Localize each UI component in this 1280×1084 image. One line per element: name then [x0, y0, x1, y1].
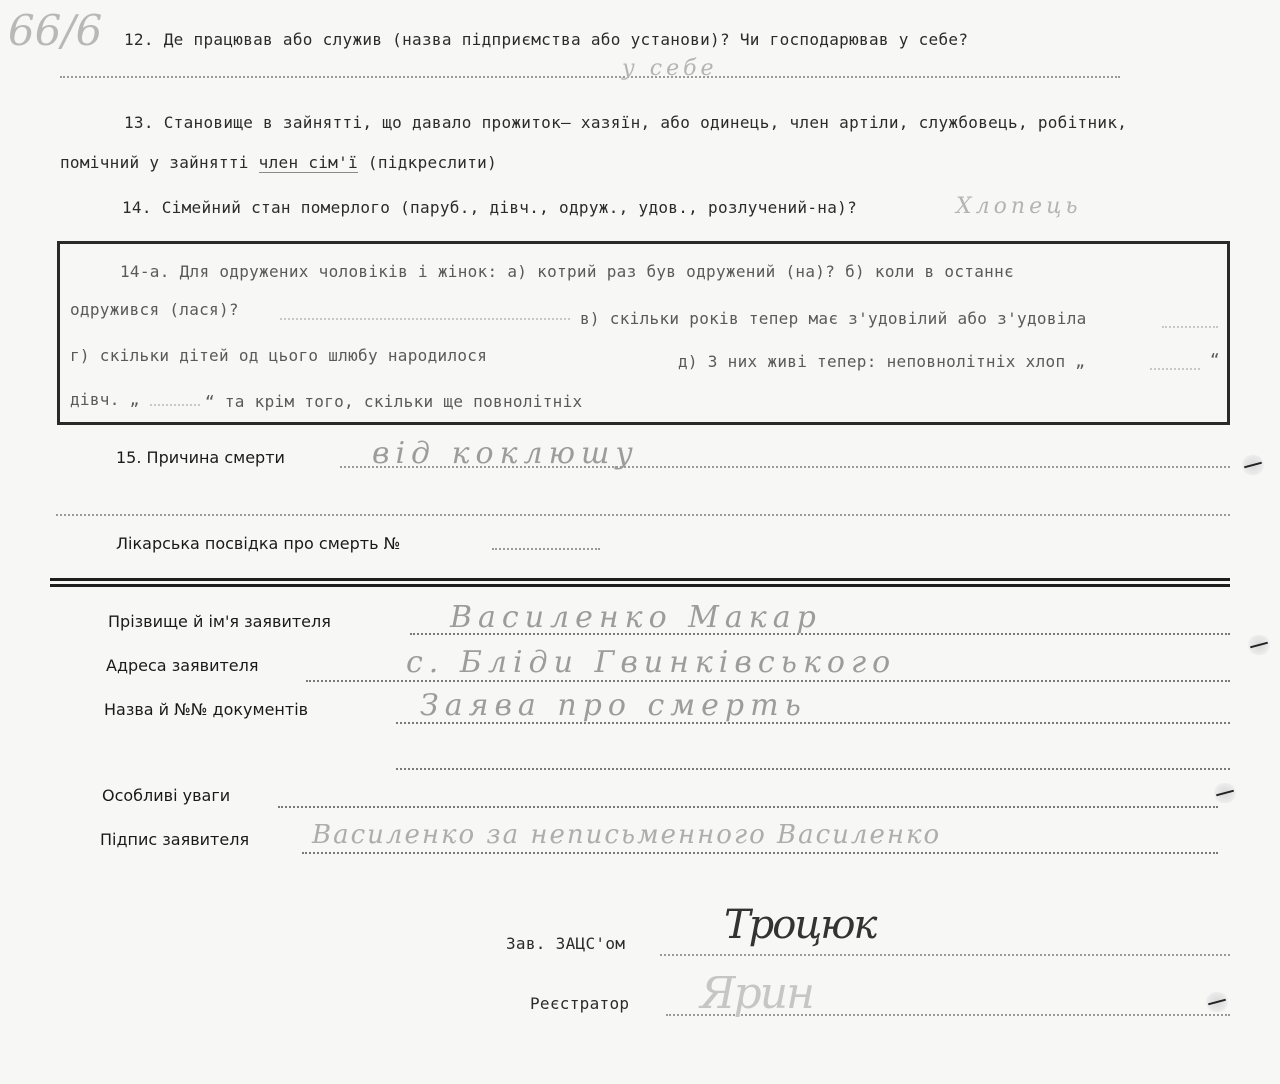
q12-label: 12. Де працював або служив (назва підприємства або установи)? Чи господарював у себе? — [124, 30, 969, 49]
q14a-line3b: д) З них живі тепер: неповнолітніх хлоп „ — [678, 352, 1086, 371]
q14a-line3a: г) скільки дітей од цього шлюбу народилося — [70, 346, 488, 365]
special-notes-label: Особливі уваги — [102, 786, 231, 805]
head-zags-signature-line — [660, 954, 1230, 956]
documents-value[interactable]: Заява про смерть — [420, 688, 807, 723]
q14a-line3c: “ — [1210, 350, 1220, 369]
q14a-line4b: “ та крім того, скільки ще повнолітніх — [205, 392, 583, 411]
medical-certificate-label: Лікарська посвідка про смерть № — [116, 534, 401, 553]
binding-hole-mark — [1246, 635, 1272, 655]
q14a-last-marriage-field[interactable] — [280, 318, 570, 320]
applicant-address-value[interactable]: с. Бліди Гвинківського — [406, 645, 897, 680]
medical-certificate-number-field[interactable] — [492, 548, 600, 550]
q14a-minor-girls-field[interactable] — [150, 404, 200, 406]
binding-hole-mark — [1240, 455, 1266, 475]
applicant-address-line — [306, 680, 1230, 682]
binding-hole-mark — [1212, 783, 1238, 803]
q14a-line4a: дівч. „ — [70, 390, 140, 409]
q14-answer[interactable]: Хлопець — [956, 194, 1082, 219]
special-notes-field[interactable] — [278, 806, 1218, 808]
binding-hole-mark — [1204, 992, 1230, 1012]
q15-label: 15. Причина смерти — [116, 448, 285, 467]
applicant-signature-label: Підпис заявителя — [100, 830, 250, 849]
q12-answer[interactable]: у себе — [622, 56, 718, 81]
section-divider — [50, 578, 1230, 587]
q15-answer-line-2 — [56, 514, 1230, 516]
q14-label: 14. Сімейний стан померлого (паруб., дівч., одруж., удов., розлучений-на)? — [122, 198, 858, 217]
q13-line2-suffix: (підкреслити) — [357, 153, 498, 172]
q14a-line2a: одружився (лася)? — [70, 300, 239, 319]
applicant-address-label: Адреса заявителя — [106, 656, 259, 675]
q13-line2-prefix: помічний у зайнятті — [60, 153, 259, 172]
q14a-minor-boys-field[interactable] — [1150, 368, 1200, 370]
head-zags-label: Зав. ЗАЦС'ом — [506, 934, 626, 953]
documents-label: Назва й №№ документів — [104, 700, 309, 719]
applicant-name-value[interactable]: Василенко Макар — [450, 600, 822, 635]
q12-answer-line — [60, 76, 1120, 78]
q14a-widowed-years-field[interactable] — [1162, 326, 1218, 328]
applicant-signature-value[interactable]: Василенко за неписьменного Василенко — [312, 820, 942, 850]
margin-note: 66/6 — [8, 6, 103, 55]
q15-answer[interactable]: від коклюшу — [372, 436, 639, 471]
applicant-name-label: Прізвище й ім'я заявителя — [108, 612, 331, 631]
registrar-label: Реєстратор — [530, 994, 630, 1013]
q14a-line2b: в) скільки років тепер має з'удовілий або з'удовіла — [580, 309, 1087, 328]
q14a-line1: 14-а. Для одружених чоловіків і жінок: а) котрий раз був одружений (на)? б) коли в останнє — [120, 262, 1014, 281]
registrar-signature[interactable]: Ярин — [700, 968, 814, 1019]
applicant-signature-line — [302, 852, 1218, 854]
head-zags-signature[interactable]: Троцюк — [724, 902, 876, 948]
documents-line-2 — [396, 768, 1230, 770]
q13-line1: 13. Становище в зайнятті, що давало прожиток— хазяїн, або одинець, член артіли, службовець, робітник, — [124, 113, 1128, 132]
q13-line2 — [60, 153, 497, 172]
q13-selected-option[interactable]: член сім'ї — [258, 153, 358, 172]
